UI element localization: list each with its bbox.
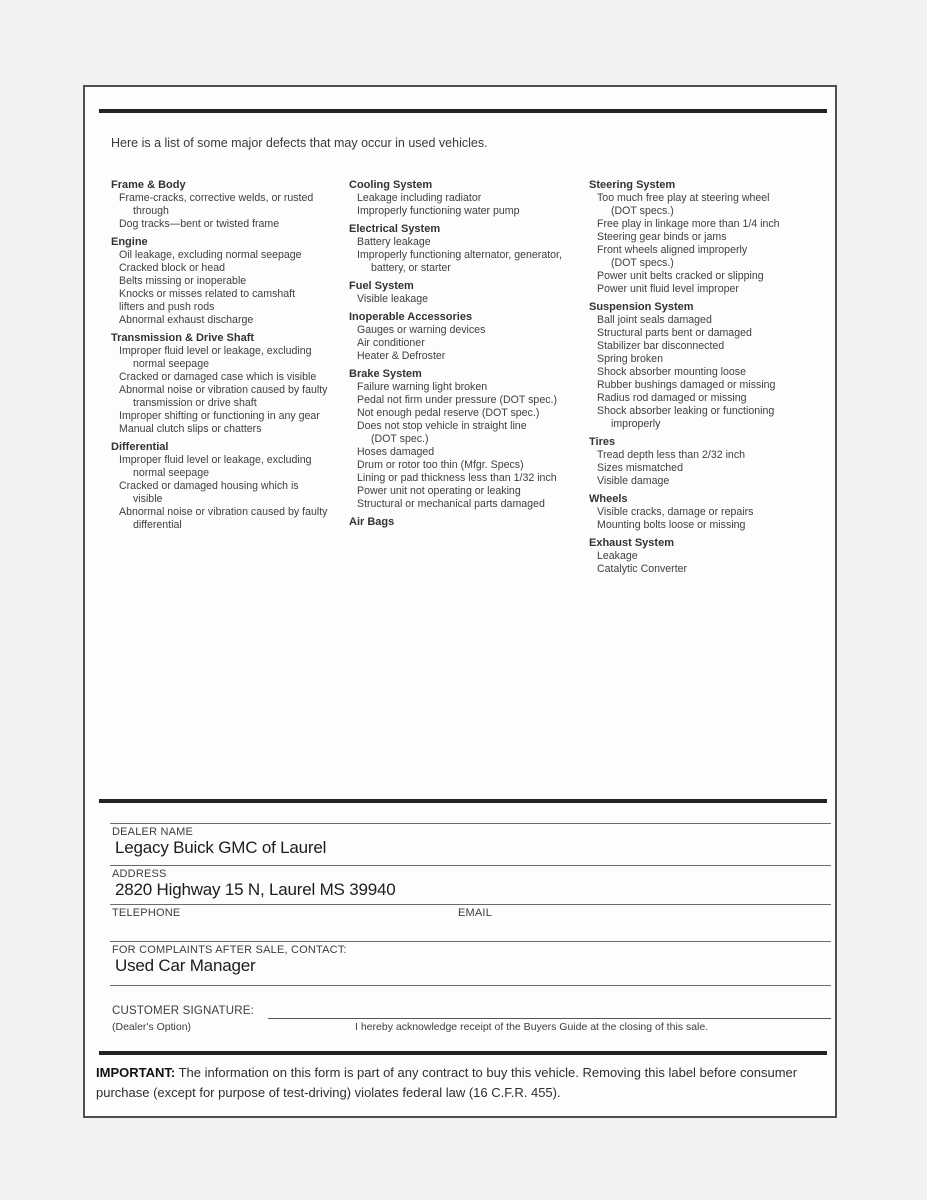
defects-column-middle: [349, 179, 587, 529]
defect-section-heading: Air Bags: [349, 516, 395, 528]
defect-section-heading: Engine: [111, 236, 148, 248]
email-label: EMAIL: [458, 907, 493, 919]
defect-section: [589, 179, 833, 296]
intro-text: Here is a list of some major defects that may occur in used vehicles.: [111, 136, 488, 150]
defect-line: normal seepage: [133, 358, 209, 370]
signature-line: [268, 1018, 831, 1019]
defect-line: through: [133, 205, 169, 217]
defect-line: (DOT specs.): [611, 205, 674, 217]
dealer-name-value: Legacy Buick GMC of Laurel: [115, 838, 327, 857]
defect-line: Frame-cracks, corrective welds, or rusted: [119, 192, 314, 204]
defect-line: transmission or drive shaft: [133, 397, 257, 409]
defect-section-heading: Differential: [111, 441, 169, 453]
defect-section-heading: Exhaust System: [589, 537, 674, 549]
defect-line: battery, or starter: [371, 262, 451, 274]
defect-line: Improper fluid level or leakage, excluding: [119, 454, 312, 466]
defect-line: Too much free play at steering wheel: [597, 192, 770, 204]
defect-line: Does not stop vehicle in straight line: [357, 420, 527, 432]
defect-line: Power unit belts cracked or slipping: [597, 270, 764, 282]
defect-section-heading: Transmission & Drive Shaft: [111, 332, 255, 344]
defect-section: [111, 332, 349, 436]
defect-line: Improperly functioning alternator, generator,: [357, 249, 562, 261]
defect-line: Heater & Defroster: [357, 350, 446, 362]
defect-line: Visible damage: [597, 475, 670, 487]
customer-signature-label: CUSTOMER SIGNATURE:: [112, 1005, 255, 1017]
defect-line: Abnormal noise or vibration caused by faulty: [119, 506, 328, 518]
important-text: The information on this form is part of any contract to buy this vehicle. Removing this label before consumer purchase (except for purpose of test-driving) violates federal law (16 C.F.R. 455).: [96, 1065, 798, 1100]
defect-section-heading: Steering System: [589, 179, 676, 191]
defect-line: Free play in linkage more than 1/4 inch: [597, 218, 780, 230]
defect-line: Cracked or damaged housing which is: [119, 480, 299, 492]
defect-line: Cracked or damaged case which is visible: [119, 371, 317, 383]
defect-section-heading: Frame & Body: [111, 179, 186, 191]
defect-line: Shock absorber mounting loose: [597, 366, 746, 378]
defect-line: Radius rod damaged or missing: [597, 392, 747, 404]
defect-line: Oil leakage, excluding normal seepage: [119, 249, 302, 261]
dealer-name-label: DEALER NAME: [112, 826, 194, 838]
top-divider-rule: [99, 109, 827, 113]
defect-line: Battery leakage: [357, 236, 431, 248]
defect-line: Shock absorber leaking or functioning: [597, 405, 775, 417]
complaints-contact-label: FOR COMPLAINTS AFTER SALE, CONTACT:: [112, 944, 347, 956]
defect-section-heading: Cooling System: [349, 179, 433, 191]
defect-section: [349, 368, 587, 511]
defect-line: Power unit fluid level improper: [597, 283, 739, 295]
defect-line: Lining or pad thickness less than 1/32 inch: [357, 472, 557, 484]
defect-line: differential: [133, 519, 182, 531]
defect-line: Mounting bolts loose or missing: [597, 519, 746, 531]
telephone-label: TELEPHONE: [112, 907, 181, 919]
important-label: IMPORTANT:: [96, 1065, 176, 1080]
dealers-option-note: (Dealer's Option): [112, 1021, 192, 1033]
defect-line: Cracked block or head: [119, 262, 225, 274]
defect-line: Structural parts bent or damaged: [597, 327, 752, 339]
defect-section: [349, 311, 587, 363]
defect-line: Manual clutch slips or chatters: [119, 423, 262, 435]
defect-section: [111, 179, 349, 231]
defect-line: Knocks or misses related to camshaft: [119, 288, 296, 300]
defect-section-heading: Suspension System: [589, 301, 694, 313]
defect-line: Sizes mismatched: [597, 462, 683, 474]
defect-line: Power unit not operating or leaking: [357, 485, 521, 497]
important-notice: [96, 1063, 836, 1102]
defect-line: (DOT specs.): [611, 257, 674, 269]
defect-line: Catalytic Converter: [597, 563, 688, 575]
defect-section-heading: Electrical System: [349, 223, 441, 235]
defect-section: [349, 280, 587, 306]
defect-line: Hoses damaged: [357, 446, 435, 458]
dealer-name-field-topline: [110, 823, 831, 824]
complaints-field-bottomline: [110, 985, 831, 986]
telephone-field-topline: [110, 904, 831, 905]
defect-line: Stabilizer bar disconnected: [597, 340, 725, 352]
defects-column-right: [589, 179, 833, 576]
defect-line: improperly: [611, 418, 661, 430]
defect-section: [589, 301, 833, 431]
defect-section-heading: Fuel System: [349, 280, 414, 292]
defect-line: Leakage: [597, 550, 638, 562]
defect-section-heading: Tires: [589, 436, 616, 448]
defect-line: Visible leakage: [357, 293, 429, 305]
signature-acknowledgement-text: I hereby acknowledge receipt of the Buyers Guide at the closing of this sale.: [355, 1021, 709, 1033]
defect-line: Spring broken: [597, 353, 663, 365]
defect-line: Visible cracks, damage or repairs: [597, 506, 754, 518]
defect-line: Improper shifting or functioning in any gear: [119, 410, 320, 422]
defect-line: (DOT spec.): [371, 433, 429, 445]
defect-section: [111, 236, 349, 327]
defect-line: Structural or mechanical parts damaged: [357, 498, 545, 510]
defect-section: [349, 223, 587, 275]
defect-line: Dog tracks—bent or twisted frame: [119, 218, 280, 230]
defect-line: Abnormal exhaust discharge: [119, 314, 254, 326]
defect-line: Leakage including radiator: [357, 192, 482, 204]
address-value: 2820 Highway 15 N, Laurel MS 39940: [115, 880, 396, 899]
defect-line: Front wheels aligned improperly: [597, 244, 748, 256]
defect-line: Gauges or warning devices: [357, 324, 486, 336]
defect-section: [589, 436, 833, 488]
defect-section-heading: Inoperable Accessories: [349, 311, 473, 323]
defect-line: lifters and push rods: [119, 301, 215, 313]
defect-line: Rubber bushings damaged or missing: [597, 379, 776, 391]
defects-column-left: [111, 179, 349, 532]
defect-line: visible: [133, 493, 163, 505]
buyers-guide-document: [83, 85, 837, 1118]
defect-section: [111, 441, 349, 532]
defect-line: Failure warning light broken: [357, 381, 488, 393]
defect-section: [589, 493, 833, 532]
defect-line: Tread depth less than 2/32 inch: [597, 449, 746, 461]
defect-line: Belts missing or inoperable: [119, 275, 247, 287]
defect-section-heading: Wheels: [589, 493, 628, 505]
defect-line: Abnormal noise or vibration caused by faulty: [119, 384, 328, 396]
defect-line: Improperly functioning water pump: [357, 205, 520, 217]
defect-line: Drum or rotor too thin (Mfgr. Specs): [357, 459, 524, 471]
defect-section: [349, 179, 587, 218]
defect-section-heading: Brake System: [349, 368, 422, 380]
defect-line: Air conditioner: [357, 337, 425, 349]
defect-line: normal seepage: [133, 467, 209, 479]
defect-line: Not enough pedal reserve (DOT spec.): [357, 407, 540, 419]
defect-line: Pedal not firm under pressure (DOT spec.): [357, 394, 557, 406]
middle-divider-rule: [99, 799, 827, 803]
defect-line: Steering gear binds or jams: [597, 231, 727, 243]
defect-line: Ball joint seals damaged: [597, 314, 712, 326]
address-label: ADDRESS: [112, 868, 167, 880]
bottom-divider-rule: [99, 1051, 827, 1055]
defect-section: [349, 516, 587, 529]
defect-line: Improper fluid level or leakage, excluding: [119, 345, 312, 357]
address-field-topline: [110, 865, 831, 866]
complaints-field-topline: [110, 941, 831, 942]
complaints-contact-value: Used Car Manager: [115, 956, 256, 975]
defect-section: [589, 537, 833, 576]
